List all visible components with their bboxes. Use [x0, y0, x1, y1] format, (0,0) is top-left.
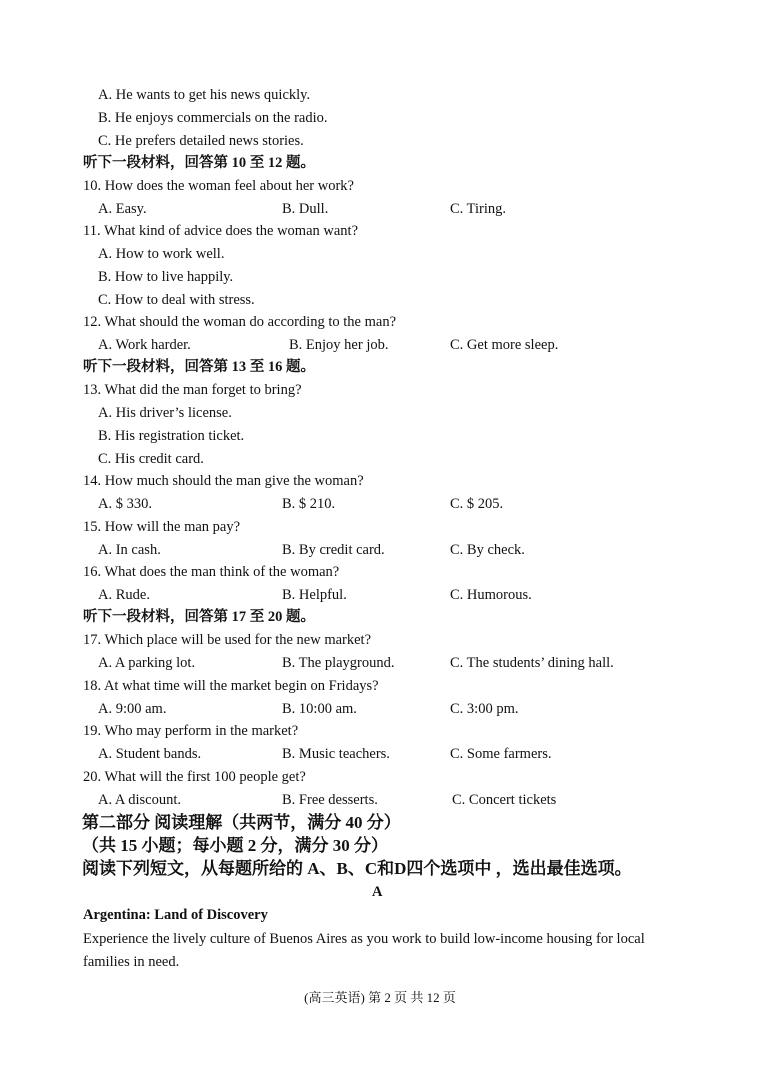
question-16: 16. What does the man think of the woman? [83, 564, 340, 580]
q20-option-a: A. A discount. [98, 792, 181, 808]
q14-option-a: A. $ 330. [98, 496, 152, 512]
q20-option-b: B. Free desserts. [282, 792, 378, 808]
section-header-17-20: 听下一段材料，回答第 17 至 20 题。 [83, 609, 315, 625]
q14-option-c: C. $ 205. [450, 496, 504, 512]
q20-option-c: C. Concert tickets [452, 792, 557, 808]
q9-option-c: C. He prefers detailed news stories. [98, 133, 304, 149]
q16-option-c: C. Humorous. [450, 587, 532, 603]
part2-heading: 第二部分 阅读理解（共两节，满分 40 分） [82, 813, 401, 832]
q13-option-a: A. His driver’s license. [98, 405, 232, 421]
q17-option-b: B. The playground. [282, 655, 395, 671]
question-19: 19. Who may perform in the market? [83, 723, 299, 739]
q11-option-b: B. How to live happily. [98, 269, 234, 285]
q13-option-b: B. His registration ticket. [98, 428, 245, 444]
q16-option-b: B. Helpful. [282, 587, 347, 603]
q12-option-b: B. Enjoy her job. [289, 337, 389, 353]
question-13: 13. What did the man forget to bring? [83, 382, 302, 398]
q16-option-a: A. Rude. [98, 587, 150, 603]
article-line-2: families in need. [83, 954, 180, 970]
q10-option-b: B. Dull. [282, 201, 329, 217]
q18-option-c: C. 3:00 pm. [450, 701, 519, 717]
q15-option-a: A. In cash. [98, 542, 161, 558]
q10-option-c: C. Tiring. [450, 201, 507, 217]
q19-option-c: C. Some farmers. [450, 746, 552, 762]
question-15: 15. How will the man pay? [83, 519, 241, 535]
article-line-1: Experience the lively culture of Buenos Aires as you work to build low-income housing for local [83, 931, 645, 947]
question-10: 10. How does the woman feel about her work? [83, 178, 354, 194]
q12-option-a: A. Work harder. [98, 337, 191, 353]
question-20: 20. What will the first 100 people get? [83, 769, 306, 785]
q11-option-c: C. How to deal with stress. [98, 292, 255, 308]
question-12: 12. What should the woman do according to the man? [83, 314, 397, 330]
q15-option-b: B. By credit card. [282, 542, 385, 558]
q17-option-c: C. The students’ dining hall. [450, 655, 614, 671]
section-header-10-12: 听下一段材料，回答第 10 至 12 题。 [83, 155, 315, 171]
part2-instruction: 阅读下列短文，从每题所给的 A、B、C和D四个选项中 ，选出最佳选项。 [82, 859, 632, 878]
q9-option-b: B. He enjoys commercials on the radio. [98, 110, 328, 126]
q12-option-c: C. Get more sleep. [450, 337, 559, 353]
article-title: Argentina: Land of Discovery [83, 907, 268, 923]
q18-option-a: A. 9:00 am. [98, 701, 167, 717]
q19-option-a: A. Student bands. [98, 746, 202, 762]
q18-option-b: B. 10:00 am. [282, 701, 357, 717]
q9-option-a: A. He wants to get his news quickly. [98, 87, 311, 103]
question-14: 14. How much should the man give the woman? [83, 473, 364, 489]
q19-option-b: B. Music teachers. [282, 746, 390, 762]
question-18: 18. At what time will the market begin on Fridays? [83, 678, 379, 694]
section-header-13-16: 听下一段材料，回答第 13 至 16 题。 [83, 359, 315, 375]
question-11: 11. What kind of advice does the woman want? [83, 223, 359, 239]
q17-option-a: A. A parking lot. [98, 655, 196, 671]
question-17: 17. Which place will be used for the new market? [83, 632, 372, 648]
q11-option-a: A. How to work well. [98, 246, 225, 262]
q13-option-c: C. His credit card. [98, 451, 204, 467]
page-footer: (高三英语) 第 2 页 共 12 页 [304, 990, 456, 1005]
q15-option-c: C. By check. [450, 542, 525, 558]
q10-option-a: A. Easy. [98, 201, 147, 217]
q14-option-b: B. $ 210. [282, 496, 336, 512]
section-letter: A [372, 884, 383, 900]
part2-subheading: （共 15 小题；每小题 2 分，满分 30 分） [82, 836, 388, 855]
